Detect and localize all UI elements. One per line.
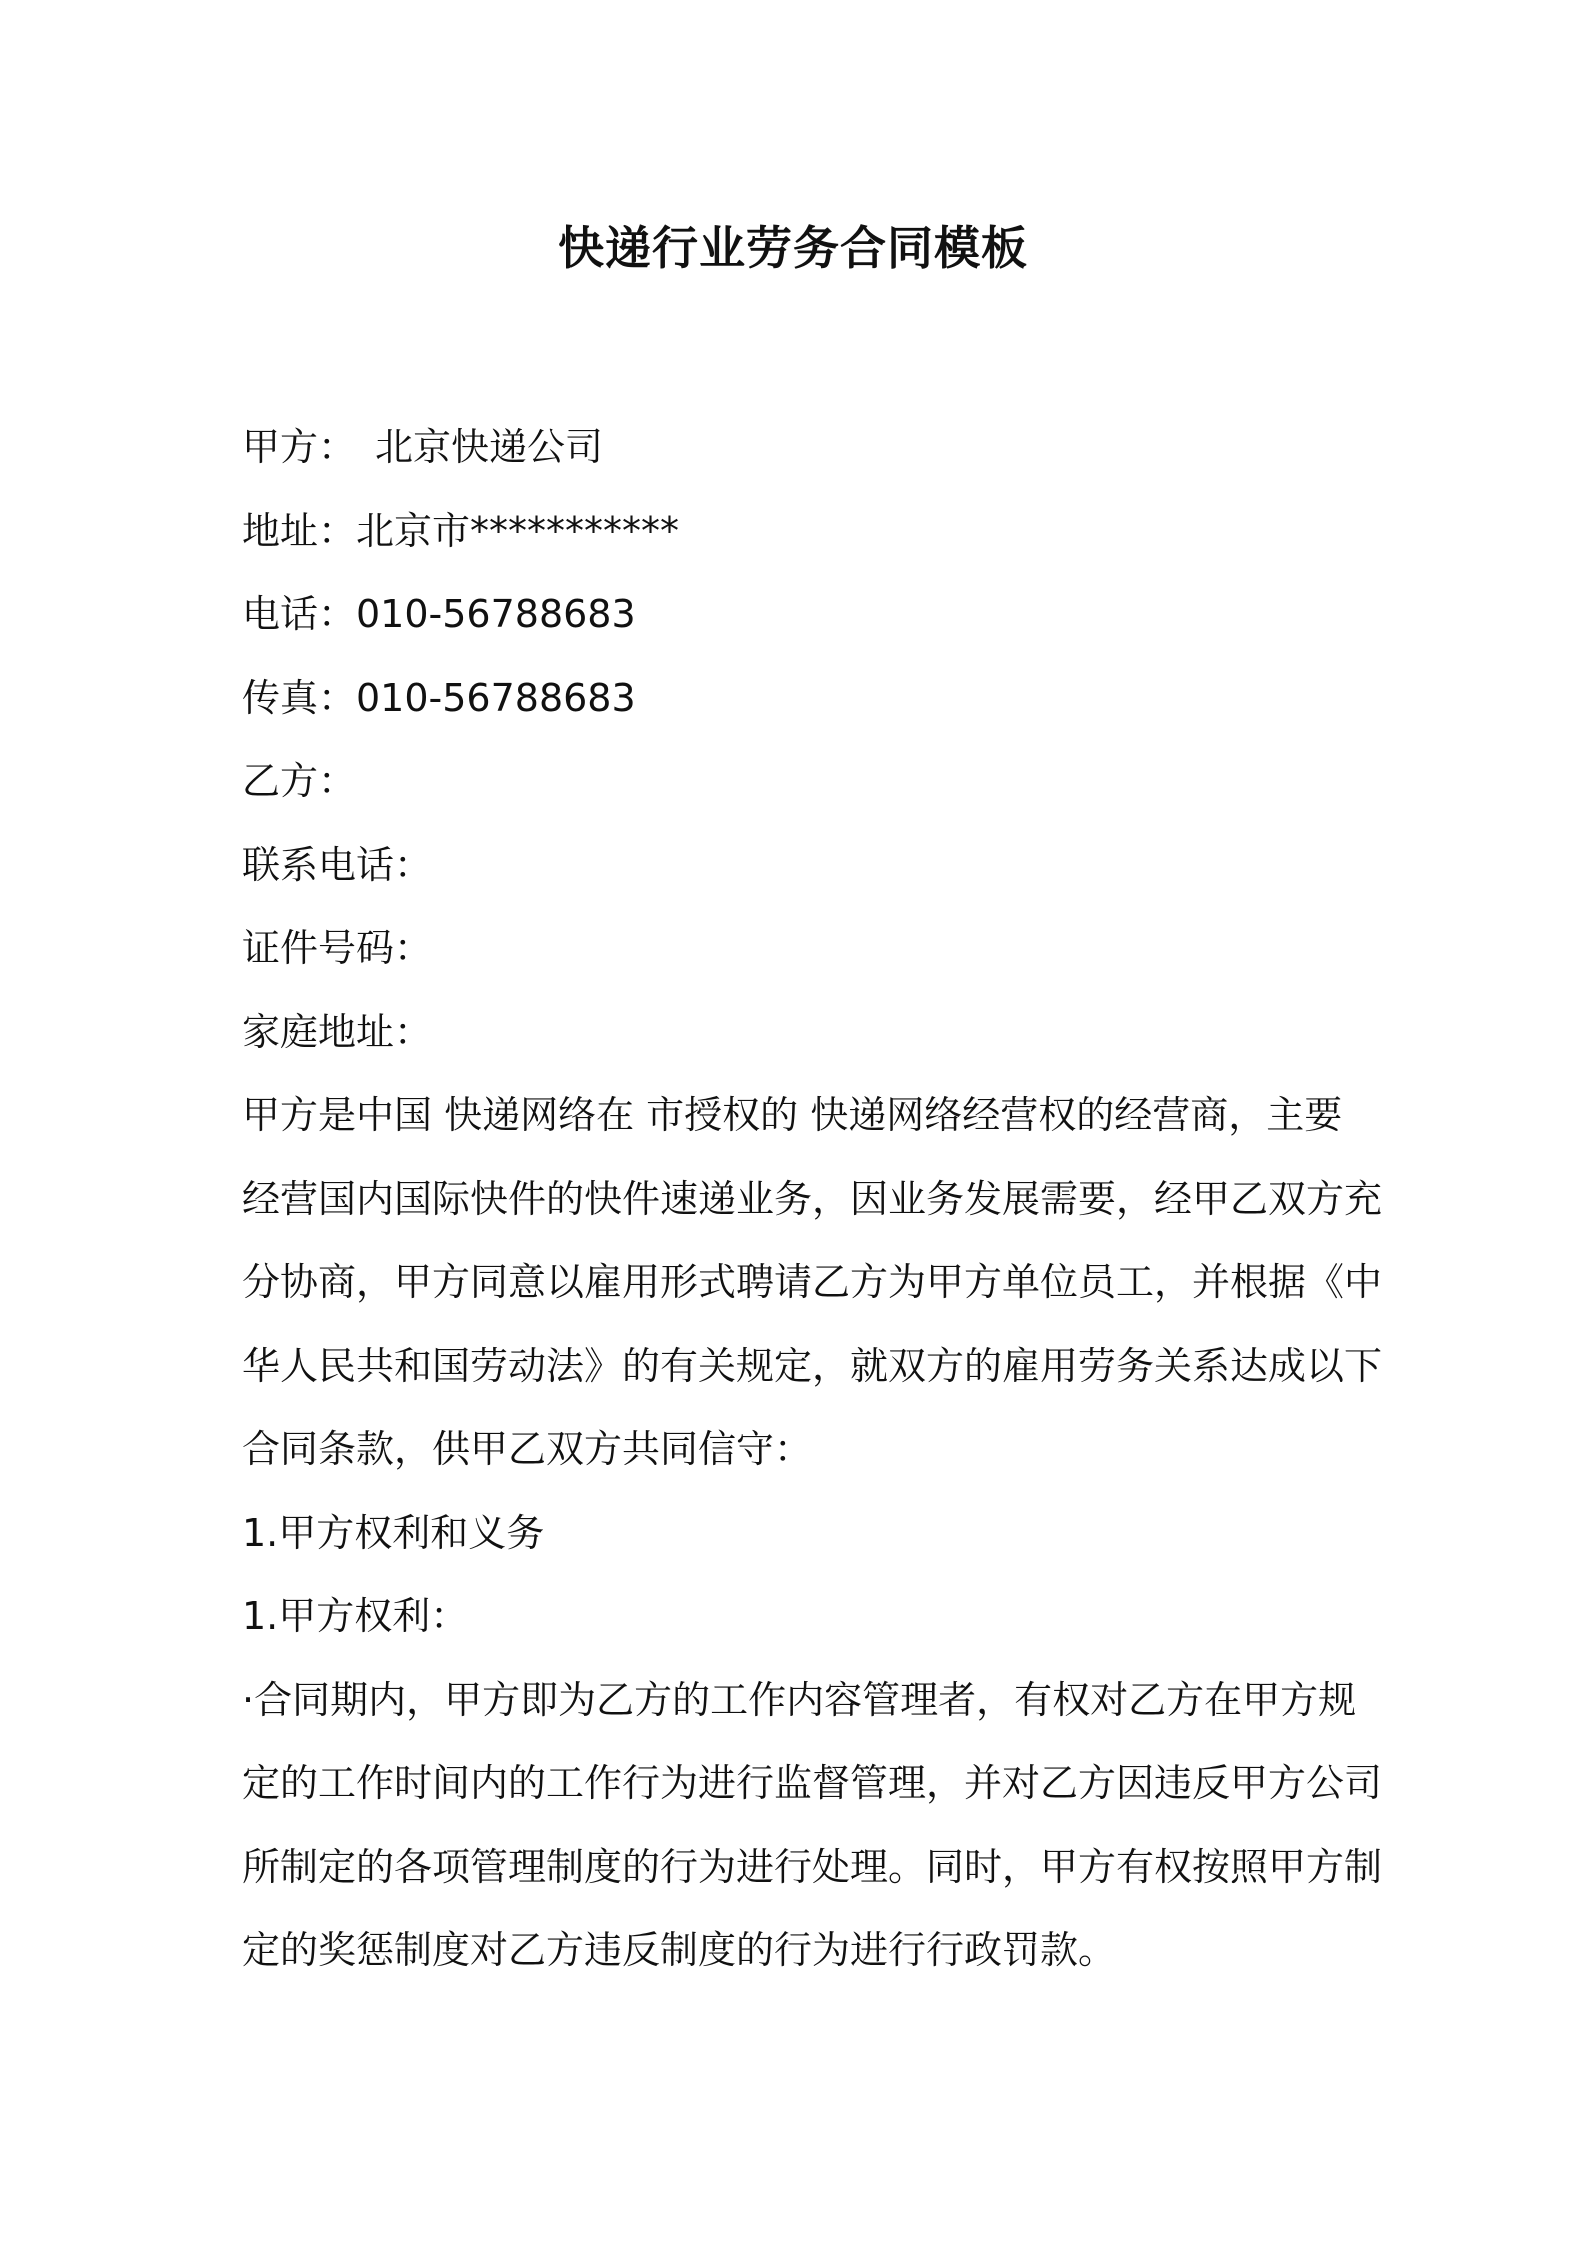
party-a-name: 甲方： 北京快递公司 — [242, 425, 604, 469]
intro-line: 甲方是中国 快递网络在 市授权的 快递网络经营权的经营商，主要 — [242, 1093, 1343, 1137]
rights-paragraph — [242, 1659, 1383, 1993]
party-a-phone: 电话：010-56788683 — [242, 592, 636, 636]
section-heading: 1.甲方权利和义务 — [242, 1510, 545, 1555]
rights-line: 定的奖惩制度对乙方违反制度的行为进行行政罚款。 — [242, 1928, 1117, 1972]
intro-line: 华人民共和国劳动法》的有关规定，就双方的雇用劳务关系达成以下 — [242, 1343, 1383, 1388]
document-body — [242, 406, 1383, 1993]
subsection-heading: 1.甲方权利： — [242, 1594, 469, 1638]
party-b-phone: 联系电话： — [242, 842, 433, 887]
rights-line: 定的工作时间内的工作行为进行监督管理，并对乙方因违反甲方公司 — [242, 1761, 1383, 1805]
party-b-id-number: 证件号码： — [242, 926, 433, 970]
intro-paragraph — [242, 1074, 1383, 1492]
party-a-address: 地址：北京市*********** — [242, 508, 680, 553]
intro-line: 经营国内国际快件的快件速递业务，因业务发展需要，经甲乙双方充 — [242, 1176, 1383, 1221]
intro-line: 分协商，甲方同意以雇用形式聘请乙方为甲方单位员工，并根据《中 — [242, 1260, 1383, 1304]
party-a-fax: 传真：010-56788683 — [242, 675, 636, 720]
intro-line: 合同条款，供甲乙双方共同信守： — [242, 1427, 813, 1471]
document-title: 快递行业劳务合同模板 — [558, 221, 1028, 275]
party-b-home-address: 家庭地址： — [242, 1009, 433, 1054]
rights-line: ·合同期内，甲方即为乙方的工作内容管理者，有权对乙方在甲方规 — [242, 1677, 1357, 1722]
party-b-name: 乙方： — [242, 759, 357, 803]
rights-line: 所制定的各项管理制度的行为进行处理。同时，甲方有权按照甲方制 — [242, 1844, 1383, 1889]
